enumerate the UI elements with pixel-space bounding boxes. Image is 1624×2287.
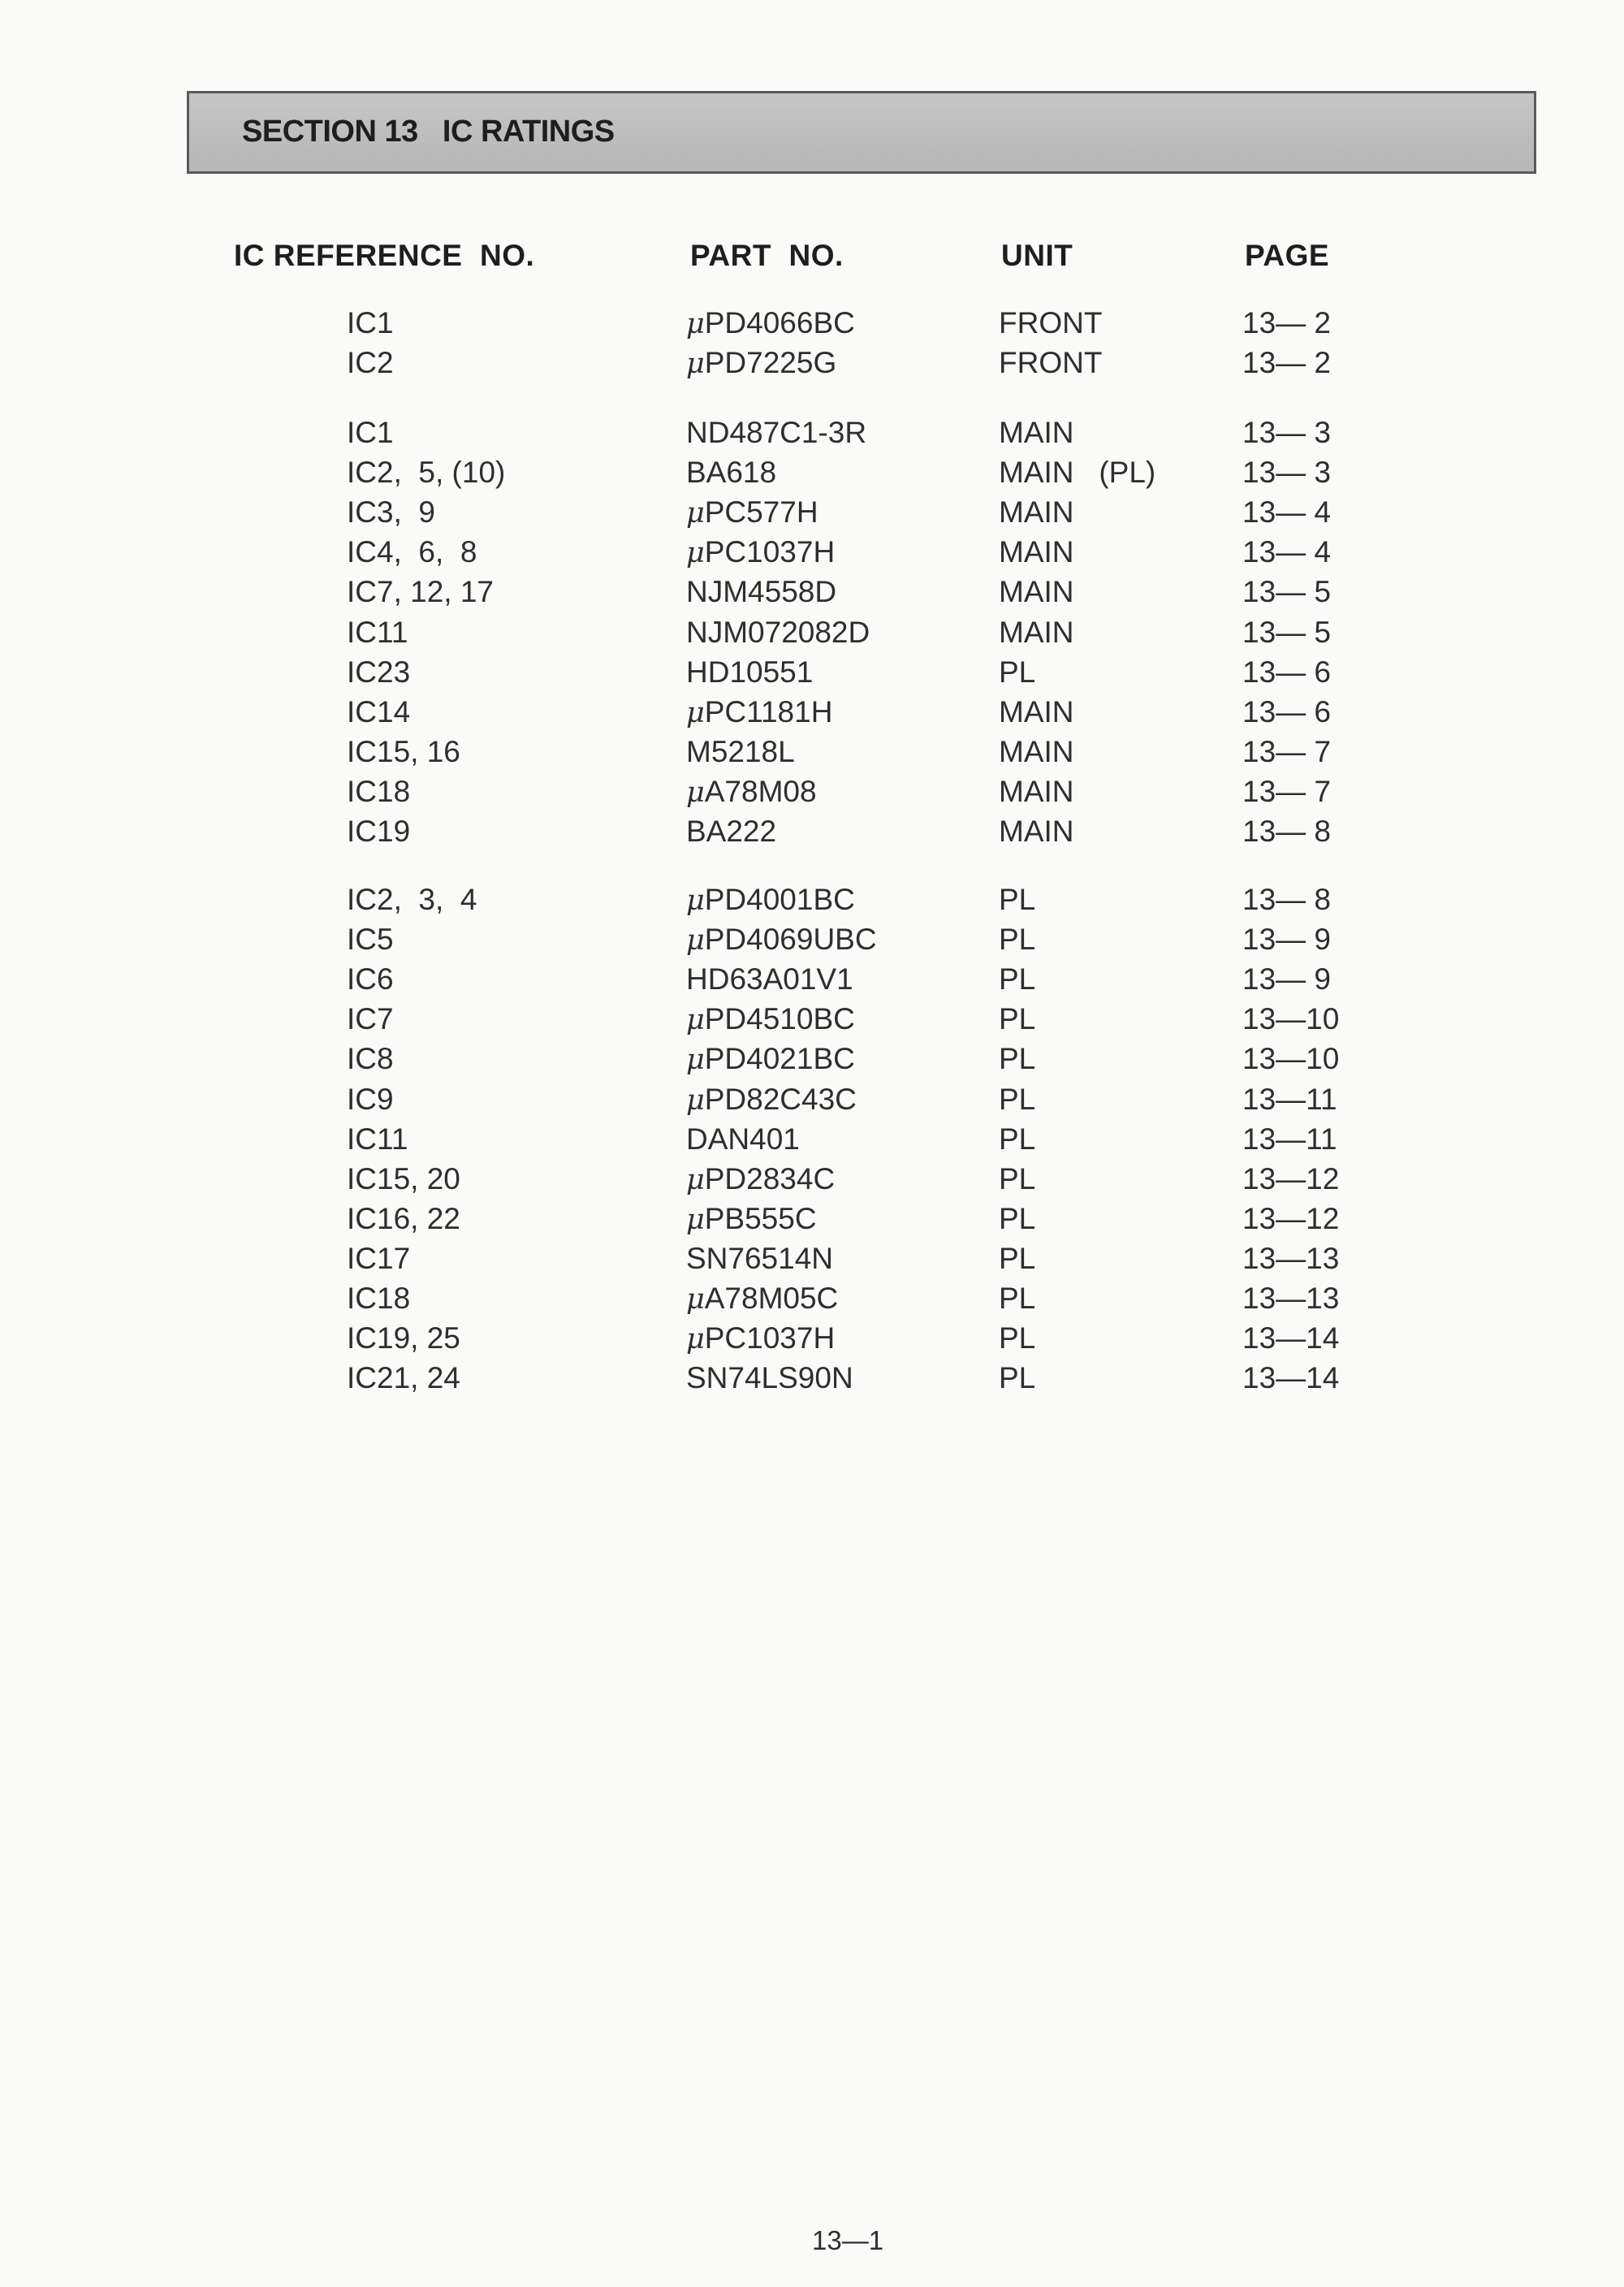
part-number-cell <box>686 1040 855 1079</box>
micro-prefix: μ <box>686 1323 705 1356</box>
page-cell: 13— 3 <box>1242 456 1332 490</box>
table-row <box>0 454 1624 491</box>
page-cell: 13— 8 <box>1242 815 1332 848</box>
page-cell: 13— 3 <box>1242 416 1332 449</box>
column-header-ic-reference: IC REFERENCE NO. <box>234 239 535 272</box>
table-row <box>0 813 1624 850</box>
part-number-cell <box>686 454 776 491</box>
section-header <box>187 91 1536 174</box>
ic-reference-cell: IC18 <box>347 1282 411 1315</box>
column-header-unit: UNIT <box>1001 239 1073 272</box>
micro-prefix: μ <box>686 1083 705 1117</box>
unit-cell: PL <box>999 1002 1036 1036</box>
micro-prefix: μ <box>686 696 705 729</box>
unit-cell: MAIN <box>999 535 1074 569</box>
unit-cell: FRONT <box>999 306 1103 339</box>
micro-prefix: μ <box>686 924 705 958</box>
table-row <box>0 654 1624 691</box>
part-number-cell <box>686 1121 800 1158</box>
part-number-text: M5218L <box>686 734 795 768</box>
ic-reference-cell: IC23 <box>347 655 411 689</box>
part-number-cell <box>686 654 813 691</box>
page-cell: 13— 7 <box>1242 774 1332 808</box>
column-header-page: PAGE <box>1245 239 1330 272</box>
page-cell: 13— 4 <box>1242 535 1332 569</box>
ic-reference-cell: IC2 <box>347 346 394 380</box>
micro-prefix: μ <box>686 776 705 809</box>
page-cell: 13— 7 <box>1242 734 1332 768</box>
part-number-text: PD4069UBC <box>704 923 877 957</box>
table-row <box>0 534 1624 571</box>
table-row <box>0 1240 1624 1278</box>
part-number-cell <box>686 614 870 651</box>
unit-cell: MAIN <box>999 694 1074 728</box>
part-number-cell <box>686 1081 857 1119</box>
ic-reference-cell: IC7, 12, 17 <box>347 575 495 609</box>
ic-reference-cell: IC17 <box>347 1241 411 1275</box>
unit-cell: PL <box>999 655 1036 689</box>
unit-cell: MAIN (PL) <box>999 456 1156 490</box>
part-number-cell <box>686 494 818 532</box>
table-row <box>0 614 1624 651</box>
table-row <box>0 773 1624 811</box>
page-cell: 13—13 <box>1242 1282 1340 1315</box>
page-cell: 13— 6 <box>1242 655 1332 689</box>
part-number-text: HD10551 <box>686 655 814 689</box>
unit-cell: PL <box>999 1241 1036 1275</box>
unit-cell: PL <box>999 923 1036 957</box>
table-row <box>0 1280 1624 1317</box>
ic-reference-cell: IC18 <box>347 774 411 808</box>
part-number-text: PC1037H <box>704 1321 836 1355</box>
unit-cell: MAIN <box>999 815 1074 848</box>
part-number-cell <box>686 305 855 343</box>
table-row <box>0 1001 1624 1038</box>
ic-reference-cell: IC8 <box>347 1042 394 1076</box>
part-number-text: PC577H <box>704 495 818 530</box>
part-number-cell <box>686 1360 853 1397</box>
part-number-text: PC1037H <box>704 535 836 569</box>
part-number-text: PD4510BC <box>704 1002 855 1036</box>
part-number-text: PD4001BC <box>704 883 855 916</box>
page-cell: 13— 5 <box>1242 575 1332 609</box>
micro-prefix: μ <box>686 497 705 530</box>
unit-cell: PL <box>999 1361 1036 1395</box>
unit-cell: PL <box>999 1122 1036 1156</box>
ic-reference-cell: IC7 <box>347 1002 394 1036</box>
part-number-cell <box>686 1161 835 1199</box>
page-number: 13—1 <box>812 2225 884 2255</box>
part-number-text: SN74LS90N <box>686 1361 853 1395</box>
part-number-text: HD63A01V1 <box>686 962 853 997</box>
micro-prefix: μ <box>686 1044 705 1077</box>
part-number-cell <box>686 694 832 732</box>
page-cell: 13—14 <box>1242 1321 1340 1355</box>
section-title: SECTION 13 IC RATINGS <box>242 115 615 149</box>
unit-cell: FRONT <box>999 346 1103 380</box>
column-header-part-no: PART NO. <box>690 239 844 272</box>
part-number-cell <box>686 1240 833 1278</box>
part-number-text: BA618 <box>686 456 777 490</box>
part-number-text: ND487C1-3R <box>686 416 867 449</box>
table-row <box>0 1161 1624 1198</box>
table-row <box>0 881 1624 919</box>
part-number-cell <box>686 1200 817 1239</box>
part-number-cell <box>686 1320 835 1358</box>
table-row <box>0 494 1624 531</box>
part-number-text: BA222 <box>686 815 777 848</box>
ic-reference-cell: IC15, 16 <box>347 734 460 768</box>
table-row <box>0 414 1624 452</box>
micro-prefix: μ <box>686 1004 705 1037</box>
part-number-cell <box>686 534 835 572</box>
page-cell: 13— 4 <box>1242 495 1332 530</box>
part-number-cell <box>686 773 817 811</box>
part-number-text: PD7225G <box>704 346 837 380</box>
page-cell: 13—12 <box>1242 1161 1340 1195</box>
ic-reference-cell: IC19, 25 <box>347 1321 460 1355</box>
ic-reference-cell: IC11 <box>347 615 408 649</box>
ic-reference-cell: IC16, 22 <box>347 1201 460 1235</box>
unit-cell: MAIN <box>999 615 1074 649</box>
part-number-text: A78M08 <box>704 774 817 808</box>
unit-cell: MAIN <box>999 734 1074 768</box>
ic-reference-cell: IC4, 6, 8 <box>347 535 477 569</box>
unit-cell: PL <box>999 1042 1036 1076</box>
unit-cell: PL <box>999 962 1036 997</box>
page-cell: 13—14 <box>1242 1361 1340 1395</box>
part-number-text: SN76514N <box>686 1241 834 1275</box>
unit-cell: MAIN <box>999 495 1074 530</box>
page-cell: 13— 2 <box>1242 306 1332 339</box>
page-cell: 13—11 <box>1242 1082 1337 1116</box>
part-number-cell <box>686 813 776 850</box>
unit-cell: PL <box>999 883 1036 916</box>
micro-prefix: μ <box>686 1163 705 1196</box>
part-number-text: PC1181H <box>704 694 833 728</box>
part-number-text: NJM072082D <box>686 615 870 649</box>
unit-cell: PL <box>999 1321 1036 1355</box>
table-row <box>0 1320 1624 1357</box>
table-row <box>0 1360 1624 1397</box>
ic-reference-cell: IC21, 24 <box>347 1361 460 1395</box>
micro-prefix: μ <box>686 537 705 570</box>
ic-reference-cell: IC11 <box>347 1122 408 1156</box>
part-number-cell <box>686 961 853 998</box>
ic-reference-cell: IC19 <box>347 815 411 848</box>
page-cell: 13— 5 <box>1242 615 1332 649</box>
micro-prefix: μ <box>686 1283 705 1316</box>
unit-cell: MAIN <box>999 416 1074 449</box>
part-number-text: PD4066BC <box>704 306 855 339</box>
part-number-text: PD82C43C <box>704 1082 857 1116</box>
part-number-cell <box>686 921 877 959</box>
part-number-text: PD4021BC <box>704 1042 855 1076</box>
part-number-text: NJM4558D <box>686 575 837 609</box>
ic-reference-cell: IC9 <box>347 1082 394 1116</box>
ic-reference-cell: IC1 <box>347 416 394 449</box>
micro-prefix: μ <box>686 308 705 340</box>
unit-cell: PL <box>999 1161 1036 1195</box>
part-number-text: PB555C <box>704 1201 817 1235</box>
ic-reference-cell: IC15, 20 <box>347 1161 460 1195</box>
page-cell: 13—10 <box>1242 1042 1340 1076</box>
table-row <box>0 344 1624 382</box>
micro-prefix: μ <box>686 884 705 917</box>
part-number-cell <box>686 1280 838 1318</box>
table-row <box>0 1121 1624 1158</box>
unit-cell: MAIN <box>999 575 1074 609</box>
micro-prefix: μ <box>686 1203 705 1236</box>
page-cell: 13— 6 <box>1242 694 1332 728</box>
page-cell: 13—12 <box>1242 1201 1340 1235</box>
unit-cell: PL <box>999 1201 1036 1235</box>
table-row <box>0 1040 1624 1078</box>
part-number-text: PD2834C <box>704 1161 836 1195</box>
page-cell: 13— 2 <box>1242 346 1332 380</box>
part-number-text: A78M05C <box>704 1282 839 1315</box>
table-row <box>0 573 1624 611</box>
part-number-cell <box>686 733 795 771</box>
ic-reference-cell: IC1 <box>347 306 394 339</box>
micro-prefix: μ <box>686 348 705 381</box>
table-row <box>0 733 1624 771</box>
unit-cell: PL <box>999 1282 1036 1315</box>
page-cell: 13—10 <box>1242 1002 1340 1036</box>
ic-reference-cell: IC6 <box>347 962 394 997</box>
part-number-cell <box>686 881 855 919</box>
table-row <box>0 1081 1624 1118</box>
part-number-cell <box>686 1001 855 1039</box>
page-cell: 13— 9 <box>1242 962 1332 997</box>
table-row <box>0 305 1624 342</box>
table-row <box>0 694 1624 731</box>
table-row <box>0 1200 1624 1238</box>
unit-cell: PL <box>999 1082 1036 1116</box>
table-row <box>0 961 1624 998</box>
ic-reference-cell: IC3, 9 <box>347 495 435 530</box>
ic-reference-cell: IC5 <box>347 923 394 957</box>
ic-reference-cell: IC2, 3, 4 <box>347 883 477 916</box>
part-number-cell <box>686 344 836 383</box>
ic-reference-cell: IC2, 5, (10) <box>347 456 506 490</box>
part-number-text: DAN401 <box>686 1122 800 1156</box>
unit-cell: MAIN <box>999 774 1074 808</box>
page-cell: 13— 9 <box>1242 923 1332 957</box>
part-number-cell <box>686 414 866 452</box>
part-number-cell <box>686 573 836 611</box>
table-row <box>0 921 1624 958</box>
page-cell: 13—11 <box>1242 1122 1337 1156</box>
page-cell: 13—13 <box>1242 1241 1340 1275</box>
ic-reference-cell: IC14 <box>347 694 411 728</box>
page-cell: 13— 8 <box>1242 883 1332 916</box>
